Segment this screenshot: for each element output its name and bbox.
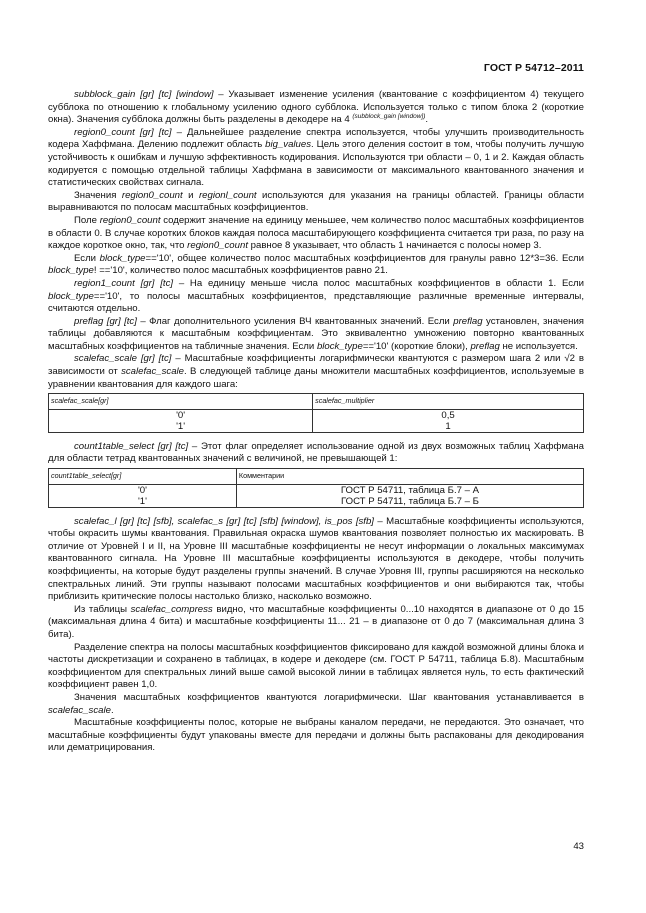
table-header-cell: count1table_select[gr] (49, 469, 237, 485)
table-header-row (49, 394, 584, 410)
table-header-cell: scalefac_scale[gr] (49, 394, 313, 410)
term: count1table_select [gr] [tc] (74, 440, 189, 452)
table-cell: ГОСТ Р 54711, таблица Б.7 – Б (236, 496, 583, 508)
table-cell: 0,5 (313, 409, 584, 421)
table-cell: '0' (49, 409, 313, 421)
term: region0_count (99, 214, 161, 226)
table-cell: '1' (49, 421, 313, 433)
term: scalefac_scale (48, 704, 111, 716)
term: subblock_gain [gr] [tc] [window] (74, 89, 214, 100)
table-row (49, 421, 584, 433)
table-row (49, 409, 584, 421)
term: preflag (453, 315, 483, 327)
document-body (48, 89, 584, 755)
paragraph-region0-field: Поле region0_count содержит значение на единицу меньшее, чем количество полос масштабных коэффициентов в области 0. В случае коротких блоков каждая полоса масштабирующего коэффициента считается три раза, по разу на каждое короткое окно, так, что region0_count равное 8 указывает, что область 1 начинается с полосы номер 3. (48, 214, 584, 252)
term: region0_count [gr] [tc] (74, 126, 172, 138)
paragraph-block-type: Если block_type=='10', общее количество полос масштабных коэффициентов для гранулы равно 12*3=36. Если block_type! =='10', количество полос масштабных коэффициентов равно 21. (48, 252, 584, 277)
term: scalefac_compress (130, 603, 213, 615)
table-header-row (49, 469, 584, 485)
count1table-select-table (48, 468, 584, 508)
paragraph-region0-count: region0_count [gr] [tc] – Дальнейшее разделение спектра используется, чтобы улучшить производительность кодера Хаффмана. Делению подлежит область big_values. Цель этого деления состоит в том, чтобы получить лучшую устойчивость к ошибкам и лучшую эффективность кодирования. Используются три области – 0, 1 и 2. Каждая область кодируется с помощью отдельной таблицы Хаффмана в зависимости от максимального квантованного значения и статистических свойствах сигнала. (48, 126, 584, 189)
term: block_type (48, 290, 94, 302)
term: block_type (99, 252, 146, 264)
term: scalefac_scale [gr] [tc] (74, 353, 172, 365)
paragraph-scalefac-compress: Из таблицы scalefac_compress видно, что масштабные коэффициенты 0...10 находятся в диапазоне от 0 до 15 (максимальная длина 4 бита) и масштабные коэффициенты 11... 21 – в диапазоне от 0 до 7 (максимальная длина 3 бита). (48, 603, 584, 640)
table-header-cell: Комментарии (236, 469, 583, 485)
page-number: 43 (573, 841, 584, 852)
table-row (49, 496, 584, 508)
term: region1_count [gr] [tc] (74, 277, 174, 289)
table-header-cell: scalefac_multiplier (313, 394, 584, 410)
paragraph-region-bounds: Значения region0_count и regionl_count используются для указания на границы областей. Границы области выравниваются по полосам масштабных коэффициентов. (48, 189, 584, 214)
term: scalefac_l [gr] [tc] [sfb], scalefac_s [gr] [tc] [sfb] [window], is_pos [sfb] (74, 515, 374, 527)
paragraph-not-transmitted: Масштабные коэффициенты полос, которые не выбраны каналом передачи, не передаются. Это означает, что масштабные коэффициенты будут упакованы вместе для передачи и должны быть распакованы для декодирования или дематрицирования. (48, 717, 584, 754)
term: block_type (316, 340, 363, 352)
term: region0_count (187, 240, 248, 252)
term: scalefac_scale (121, 366, 185, 378)
paragraph-quantization: Значения масштабных коэффициентов квантуются логарифмически. Шаг квантования устанавливается в scalefac_scale. (48, 691, 584, 716)
paragraph-region1-count: region1_count [gr] [tc] – На единицу меньше числа полос масштабных коэффициентов в области 1. Если block_type=='10', то полосы масштабных коэффициентов, представляющие различные временные интервалы, считаются отдельно. (48, 277, 584, 315)
paragraph-subblock-gain: subblock_gain [gr] [tc] [window] – Указывает изменение усиления (квантование с коэффициентом 4) текущего субблока по отношению к глобальному усилению одного субблока. Используется только с типом блока 2 (короткие окна). Значения субблока должны быть разделены в декодере на 4 $^{(subblock\_gain [window])}$. (48, 89, 584, 126)
term: preflag [gr] [tc] (74, 315, 137, 327)
term: regionl_count (198, 189, 257, 201)
table-cell: 1 (313, 421, 584, 433)
superscript: (subblock_gain [window]) (352, 113, 426, 121)
table-cell: '0' (49, 484, 237, 496)
term: region0_count (121, 189, 183, 201)
paragraph-spectrum-division: Разделение спектра на полосы масштабных коэффициентов фиксировано для каждой возможной длины блока и частоты дискретизации и сохранено в таблицах, в кодере и декодере (см. ГОСТ Р 54711, таблица Б.8). Масштабным коэффициентом для спектральных линий выше самой высокой линии в таблицах является нуль, то есть фактический коэффициент равен 1,0. (48, 641, 584, 691)
table-row (49, 484, 584, 496)
table-cell: ГОСТ Р 54711, таблица Б.7 – А (236, 484, 583, 496)
term: block_type (48, 265, 94, 277)
term: preflag (470, 340, 500, 352)
paragraph-scalefac-scale: scalefac_scale [gr] [tc] – Масштабные коэффициенты логарифмически квантуются с размером шага 2 или √2 в зависимости от scalefac_scale. В следующей таблице даны множители масштабных коэффициентов, используемые в уравнении квантования для каждого шага: (48, 353, 585, 390)
document-header: ГОСТ Р 54712–2011 (483, 62, 584, 74)
paragraph-scalefac-l: scalefac_l [gr] [tc] [sfb], scalefac_s [gr] [tc] [sfb] [window], is_pos [sfb] – Масштабные коэффициенты используются, чтобы окрасить шумы квантования. Правильная окраска шумов квантования позволяет полностью их маскировать. В отличие от Уровней I и II, на Уровне III масштабные коэффициенты не несут информации о локальных максимумах квантованного сигнала. На Уровне III масштабные коэффициенты используются в декодере, чтобы получить коэффициенты, на которые будут разделены группы значений. В случае Уровня III, группы расширяются на несколько спектральных линий. Эти группы называют полосами масштабных коэффициентов и они выбираются так, чтобы приблизить критические полосы настолько близко, насколько возможно. (48, 515, 584, 603)
table-cell: '1' (49, 496, 237, 508)
term: big_values (265, 139, 312, 151)
paragraph-preflag: preflag [gr] [tc] – Флаг дополнительного усиления ВЧ квантованных значений. Если preflag установлен, значения таблицы добавляются к масштабным коэффициентам. Это эквивалентно умножению повторно квантованных масштабных коэффициентов на табличные значения. Если block_type=='10' (короткие блоки), preflag не используется. (48, 315, 585, 352)
scalefac-multiplier-table (48, 393, 584, 433)
paragraph-count1table-select: count1table_select [gr] [tc] – Этот флаг определяет использование одной из двух возможных таблиц Хаффмана для области тетрад квантованных значений с величиной, не превышающей 1: (48, 440, 585, 465)
